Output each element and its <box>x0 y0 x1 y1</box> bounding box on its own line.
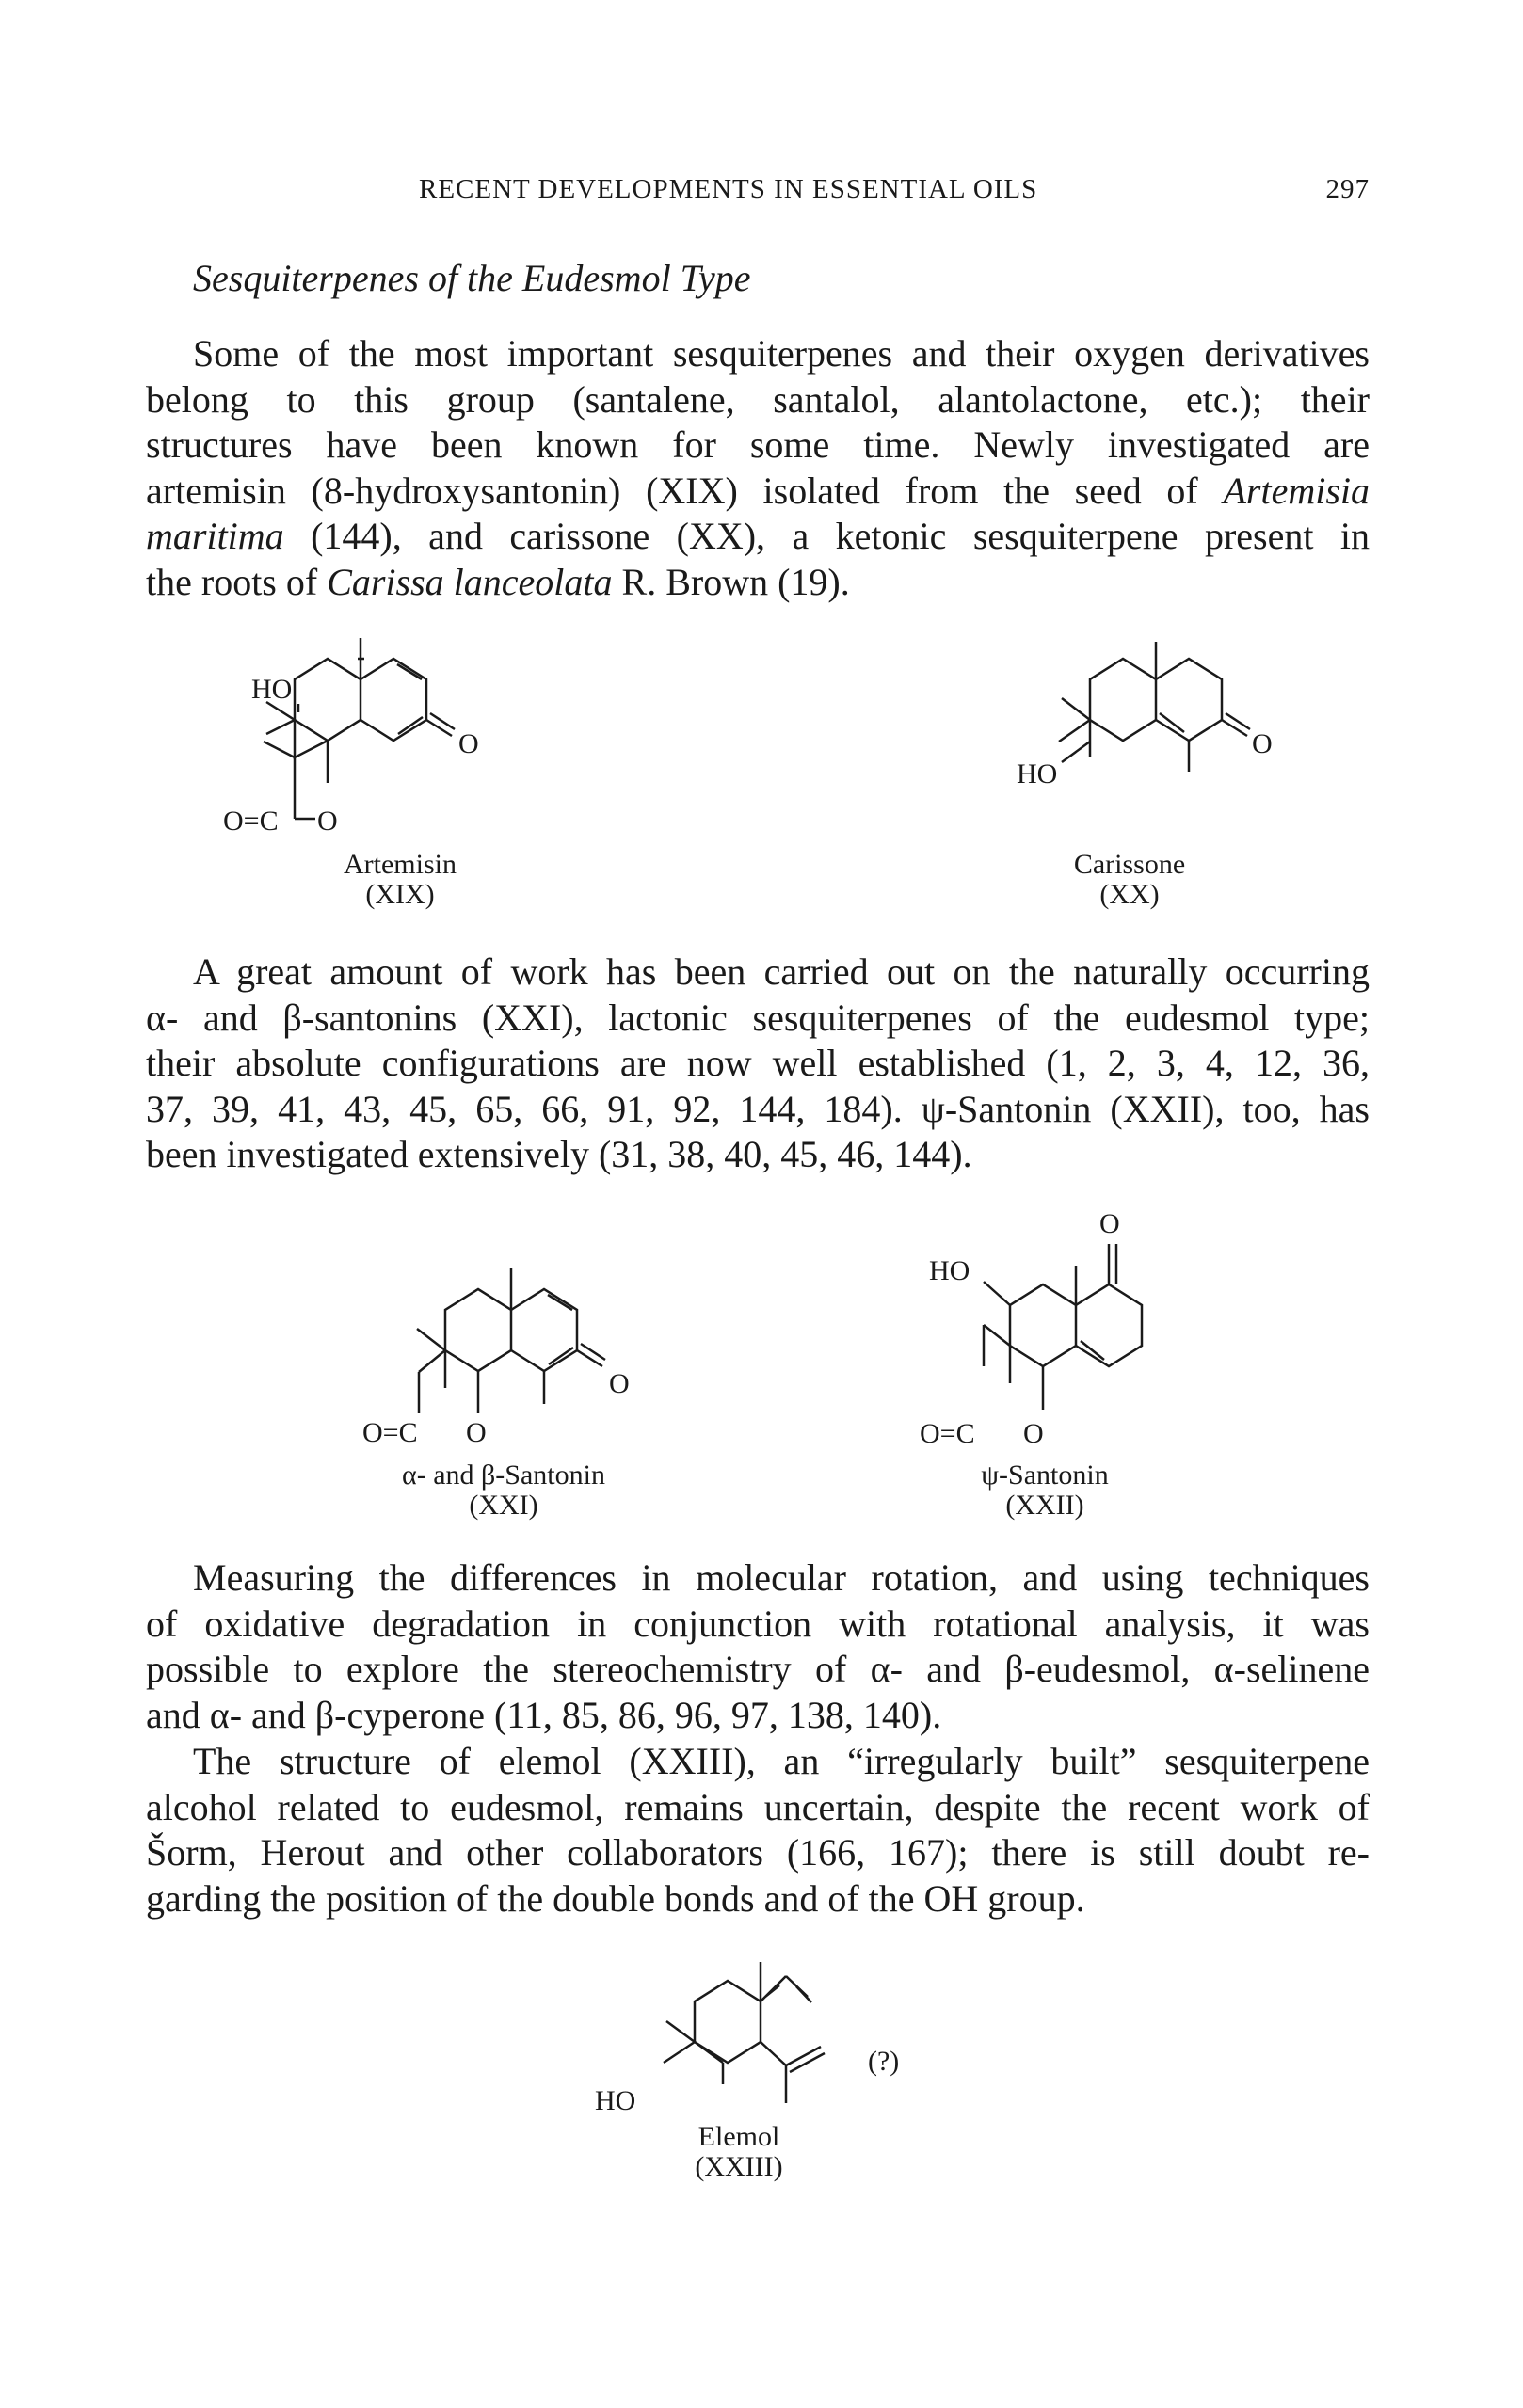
paragraph-4-line: alcohol related to eudesmol, remains uncertain, despite the recent work of <box>146 1785 1370 1828</box>
compound-numeral: (XIX) <box>365 879 435 910</box>
paragraph-2-line: A great amount of work has been carried out on the naturally occurring <box>193 950 1370 993</box>
structure-artemisin <box>212 621 551 861</box>
page-number: 297 <box>1325 174 1370 204</box>
query-mark: (?) <box>868 2046 900 2077</box>
compound-numeral: (XXI) <box>469 1490 538 1521</box>
compound-name: ψ-Santonin <box>981 1459 1109 1491</box>
lactone-o-label: O <box>466 1417 487 1448</box>
structure-santonin <box>362 1252 701 1473</box>
ho-label: HO <box>929 1255 970 1286</box>
top-o-label: O <box>1099 1208 1120 1239</box>
santonin-caption <box>362 1460 645 1521</box>
structure-carissone <box>979 621 1318 842</box>
compound-name: Carissone <box>1073 849 1186 880</box>
lactone-o-label: O <box>1023 1418 1044 1449</box>
section-title: Sesquiterpenes of the Eudesmol Type <box>193 257 751 299</box>
paragraph-3-line: possible to explore the stereochemistry of α- and β-eudesmol, α-selinene <box>146 1648 1370 1690</box>
paragraph-4-line: Šorm, Herout and other collaborators (166, 167); there is still doubt re- <box>146 1831 1370 1874</box>
compound-numeral: (XXIII) <box>695 2151 783 2182</box>
paragraph-2-line: 37, 39, 41, 43, 45, 65, 66, 91, 92, 144, 184). ψ-Santonin (XXII), too, has <box>146 1087 1370 1130</box>
ho-label: HO <box>595 2085 636 2116</box>
compound-numeral: (XX) <box>1099 879 1160 910</box>
paragraph-3-line: and α- and β-cyperone (11, 85, 86, 96, 97, 138, 140). <box>146 1693 942 1736</box>
paragraph-4-line: garding the position of the double bonds and of the OH group. <box>146 1876 1085 1920</box>
paragraph-2-line: their absolute configurations are now well established (1, 2, 3, 4, 12, 36, <box>146 1042 1370 1084</box>
santonin-labels <box>362 1252 701 1468</box>
paragraph-1-line: belong to this group (santalene, santalol, alantolactone, etc.); their <box>146 377 1370 421</box>
paragraph-2-line: been investigated extensively (31, 38, 40, 45, 46, 144). <box>146 1133 972 1175</box>
paragraph-1-line <box>146 469 1370 515</box>
psi-santonin-caption <box>941 1460 1148 1521</box>
text-run: R. Brown (19). <box>612 560 850 603</box>
text-run: (144), and carissone (XX), a ketonic sesquiterpene present in <box>283 515 1370 557</box>
lactone-carbonyl-label: O=C <box>223 805 279 837</box>
ho-label: HO <box>251 674 293 705</box>
structure-psi-santonin <box>908 1204 1247 1463</box>
compound-name: α- and β-Santonin <box>402 1459 605 1491</box>
paragraph-4-line: The structure of elemol (XXIII), an “irregularly built” sesquiterpene <box>193 1740 1370 1782</box>
compound-name: Artemisin <box>344 849 457 880</box>
lactone-o-label: O <box>317 805 338 837</box>
lactone-carbonyl-label: O=C <box>920 1418 975 1449</box>
paragraph-3 <box>146 1555 1370 1738</box>
artemisin-labels <box>212 621 551 856</box>
keto-o-label: O <box>609 1368 630 1399</box>
text-run: the roots of <box>146 560 328 603</box>
carissone-labels <box>979 621 1318 837</box>
paragraph-1 <box>146 331 1370 605</box>
species-name: Carissa lanceolata <box>327 560 613 603</box>
paragraph-1-line: Some of the most important sesquiterpenes and their oxygen derivatives <box>193 332 1370 375</box>
compound-numeral: (XXII) <box>1005 1490 1084 1521</box>
elemol-caption <box>664 2122 814 2182</box>
paragraph-3-line: of oxidative degradation in conjunction with rotational analysis, it was <box>146 1602 1370 1645</box>
paragraph-4 <box>146 1739 1370 1922</box>
paragraph-1-line <box>146 514 1370 560</box>
text-run: artemisin (8-hydroxysantonin) (XIX) isolated from the seed of <box>146 469 1224 512</box>
species-name: maritima <box>146 515 284 557</box>
carissone-caption <box>1035 850 1224 910</box>
keto-o-label: O <box>1252 728 1273 759</box>
psi-santonin-labels <box>908 1204 1247 1459</box>
paragraph-3-line: Measuring the differences in molecular rotation, and using techniques <box>193 1556 1370 1599</box>
keto-o-label: O <box>458 728 479 759</box>
paragraph-1-line <box>146 560 1370 606</box>
species-name: Artemisia <box>1223 469 1370 512</box>
lactone-carbonyl-label: O=C <box>362 1417 418 1448</box>
ho-label: HO <box>1017 758 1058 789</box>
artemisin-caption <box>306 850 494 910</box>
paragraph-2 <box>146 949 1370 1178</box>
paragraph-2-line: α- and β-santonins (XXI), lactonic sesquiterpenes of the eudesmol type; <box>146 996 1370 1039</box>
running-head-title: RECENT DEVELOPMENTS IN ESSENTIAL OILS <box>419 174 1038 204</box>
compound-name: Elemol <box>697 2121 780 2152</box>
paragraph-1-line: structures have been known for some time. Newly investigated are <box>146 423 1370 466</box>
